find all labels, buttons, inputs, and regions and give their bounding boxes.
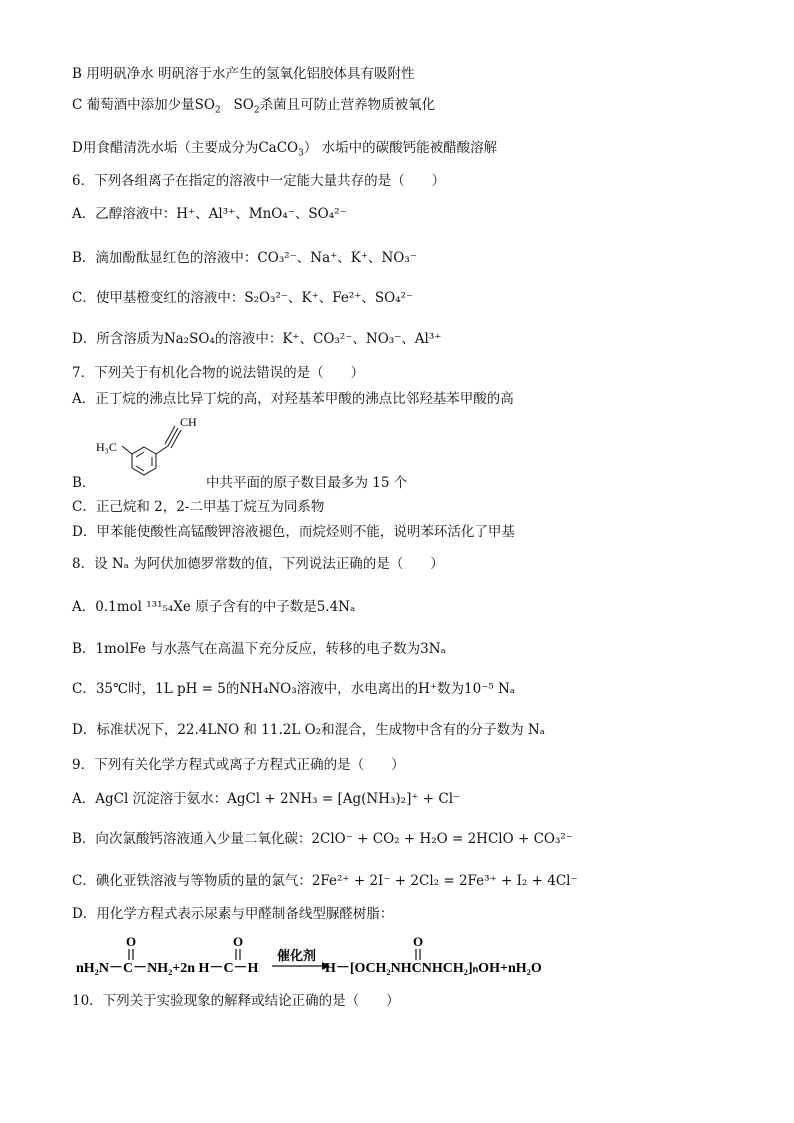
option-c-q5-part2: SO [233, 97, 254, 113]
equation-rhs: H－[OCH₂NHCNHCH₂]ₙOH+nH₂O [325, 961, 542, 976]
q6-option-a: A．乙醇溶液中：H⁺、Al³⁺、MnO₄⁻、SO₄²⁻ [72, 206, 347, 222]
option-d-q5-part2: ） 水垢中的碳酸钙能被醋酸溶解 [303, 140, 498, 156]
urea-formaldehyde-equation [72, 930, 572, 980]
question-6: 6．下列各组离子在指定的溶液中一定能大量共存的是（ ） [72, 173, 446, 189]
q8-option-c: C．35℃时，1L pH = 5的NH₄NO₃溶液中，水电离出的H⁺数为10⁻⁵ Nₐ [72, 681, 516, 697]
q9-option-c: C．碘化亚铁溶液与等物质的量的氯气：2Fe²⁺ + 2I⁻ + 2Cl₂ = 2Fe³⁺ + I₂ + 4Cl⁻ [72, 873, 578, 889]
q9-option-d: D．用化学方程式表示尿素与甲醛制备线型脲醛树脂： [72, 906, 394, 922]
q7-option-c: C．正己烷和 2，2-二甲基丁烷互为同系物 [72, 499, 325, 515]
equation-oxygen-3: O [413, 934, 424, 949]
question-8: 8．设 Nₐ 为阿伏加德罗常数的值，下列说法正确的是（ ） [72, 556, 444, 572]
equation-oxygen-1: O [126, 934, 137, 949]
alkyne-ch-label: CH [180, 415, 197, 429]
q7-option-d: D．甲苯能使酸性高锰酸钾溶液褪色，而烷烃则不能，说明苯环活化了甲基 [72, 524, 515, 540]
catalyst-label: 催化剂 [277, 949, 317, 964]
option-d-q5-part1: D用食醋清洗水垢（主要成分为CaCO [72, 140, 299, 156]
q7-option-b: 中共平面的原子数目最多为 15 个 [206, 475, 408, 491]
option-d-q5: D用食醋清洗水垢（主要成分为CaCO$_3$） 水垢中的碳酸钙能被醋酸溶解 [72, 140, 498, 159]
question-7: 7．下列关于有机化合物的说法错误的是（ ） [72, 365, 365, 381]
option-b-q5: B 用明矾净水 明矾溶于水产生的氢氧化铝胶体具有吸附性 [72, 66, 415, 82]
question-10: 10．下列关于实验现象的解释或结论正确的是（ ） [72, 993, 400, 1009]
q6-option-b: B．滴加酚酞显红色的溶液中：CO₃²⁻、Na⁺、K⁺、NO₃⁻ [72, 250, 417, 266]
q6-option-d: D．所含溶质为Na₂SO₄的溶液中：K⁺、CO₃²⁻、NO₃⁻、Al³⁺ [72, 331, 442, 347]
q8-option-d: D．标准状况下，22.4LNO 和 11.2L O₂和混合，生成物中含有的分子数为 Nₐ [72, 722, 545, 738]
q8-option-a: A．0.1mol ¹³¹₅₄Xe 原子含有的中子数是5.4Nₐ [72, 599, 356, 615]
q9-option-b: B．向次氯酸钙溶液通入少量二氧化碳：2ClO⁻ + CO₂ + H₂O = 2HClO + CO₃²⁻ [72, 831, 573, 847]
q7-option-b-prefix: B． [72, 475, 96, 491]
option-c-q5-part1: C 葡萄酒中添加少量SO [72, 97, 215, 113]
q6-option-c: C．使甲基橙变红的溶液中：S₂O₃²⁻、K⁺、Fe²⁺、SO₄²⁻ [72, 290, 414, 306]
q9-option-a: A．AgCl 沉淀溶于氨水：AgCl + 2NH₃ = [Ag(NH₃)₂]⁺ + Cl⁻ [72, 791, 461, 807]
q8-option-b: B．1molFe 与水蒸气在高温下充分反应，转移的电子数为3Nₐ [72, 641, 446, 657]
option-c-q5-part3: 杀菌且可防止营养物质被氧化 [259, 97, 436, 113]
equation-lhs: nH₂N－C－NH₂+2n H－C－H [76, 961, 259, 976]
option-c-q5: C 葡萄酒中添加少量$SO_2$ $SO_2$杀菌且可防止营养物质被氧化 [72, 97, 436, 116]
equation-oxygen-2: O [233, 934, 244, 949]
m-methyl-phenylacetylene-structure [92, 412, 204, 486]
methyl-label: H₃C [96, 440, 117, 454]
q7-option-a: A．正丁烷的沸点比异丁烷的高，对羟基苯甲酸的沸点比邻羟基苯甲酸的高 [72, 391, 514, 407]
question-9: 9．下列有关化学方程式或离子方程式正确的是（ ） [72, 757, 405, 773]
